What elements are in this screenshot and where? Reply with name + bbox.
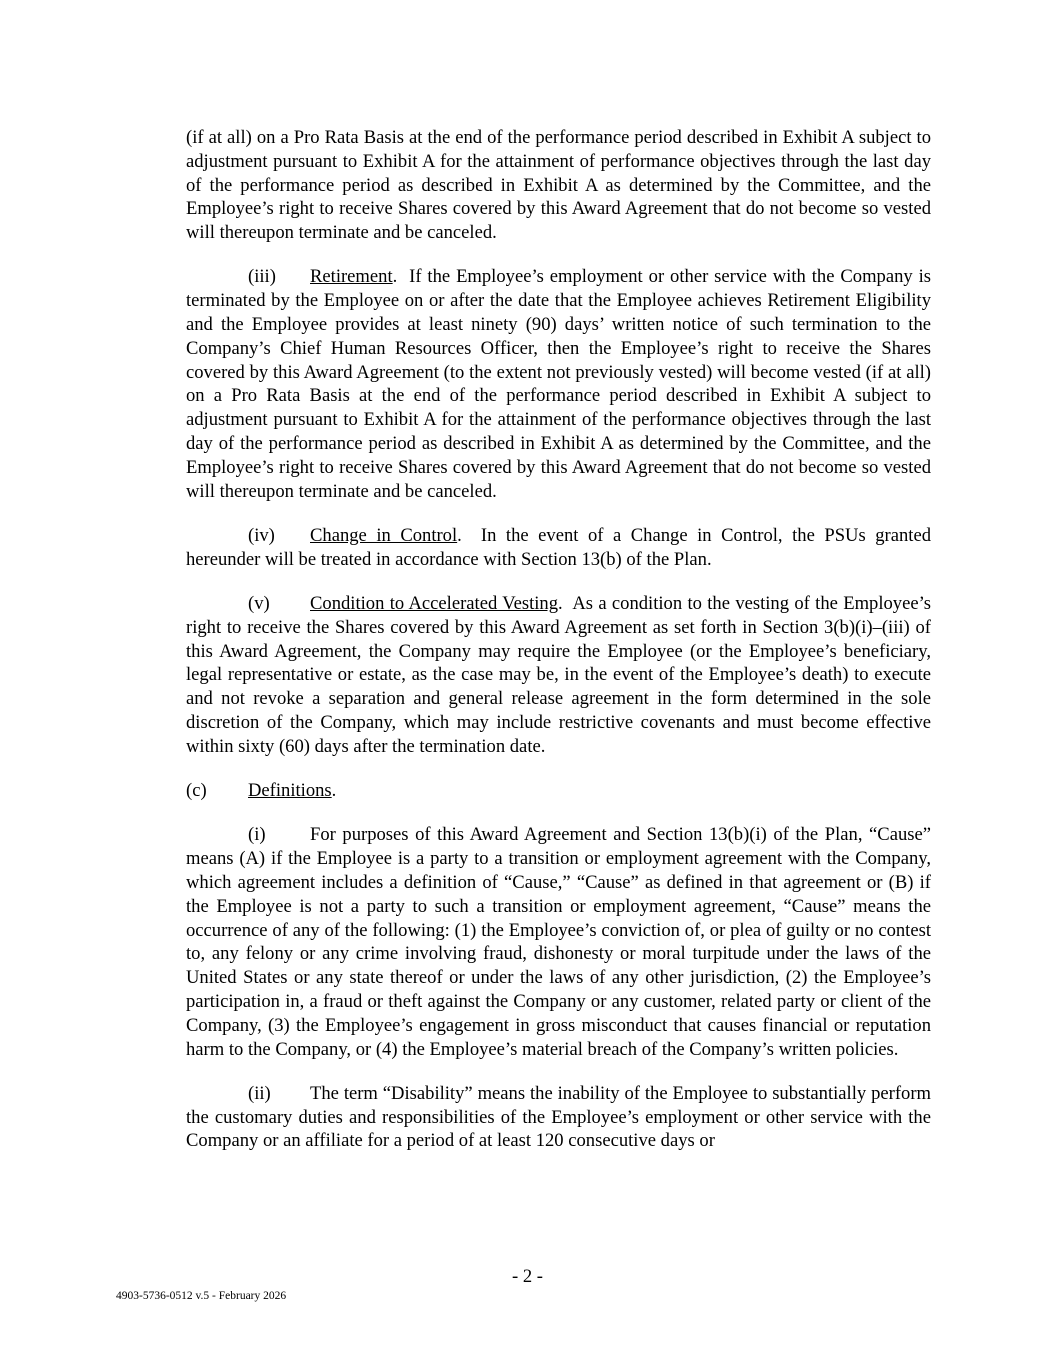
item-number: (iv)	[248, 524, 275, 546]
section-number: (c)	[186, 780, 207, 802]
page-number: - 2 -	[512, 1266, 543, 1287]
item-text: In the event of a Change in Control, the PSUs granted hereunder will be treated in accordance with Section 13(b) of the Plan.	[186, 524, 931, 570]
paragraph-disability-definition	[186, 1082, 931, 1153]
item-number: (ii)	[248, 1082, 271, 1104]
item-text: As a condition to the vesting of the Employee’s right to receive the Shares covered by this Award Agreement as set forth in Section 3(b)(i)–(iii) of this Award Agreement, the Company may require the Employee (or the Employee’s beneficiary, legal representative or estate, as the case may be, in the event of the Employee’s death) to execute and not revoke a separation and general release agreement in the form determined in the sole discretion of the Company, which may include restrictive covenants and must become effective within sixty (60) days after the termination date.	[186, 593, 932, 757]
item-text: If the Employee’s employment or other service with the Company is terminated by the Employee on or after the date that the Employee achieves Retirement Eligibility and the Employee provides at least ninety (90) days’ written notice of such termination to the Company’s Chief Human Resources Officer, then the Employee’s right to receive the Shares covered by this Award Agreement (to the extent not previously vested) will become vested (if at all) on a Pro Rata Basis at the end of the performance period described in Exhibit A subject to adjustment pursuant to Exhibit A for the attainment of the performance objectives through the last day of the performance period as described in Exhibit A as determined by the Committee, and the Employee’s right to receive Shares covered by this Award Agreement that do not become so vested will thereupon terminate and be canceled.	[186, 266, 931, 502]
item-text: The term “Disability” means the inability of the Employee to substantially perform the customary duties and responsibilities of the Employee’s employment or other service with the Company or an affiliate for a period of at least 120 consecutive days or	[186, 1082, 931, 1152]
paragraph-cause-definition	[186, 823, 931, 1061]
item-heading: Retirement	[310, 266, 393, 288]
item-heading: Condition to Accelerated Vesting	[310, 593, 559, 615]
document-id-footer: 4903-5736-0512 v.5 - February 2026	[116, 1290, 287, 1302]
document-body	[186, 126, 931, 1174]
paragraph-change-in-control: (iv) Change in Control. In the event of a Change in Control, the PSUs granted hereunder will be treated in accordance with Section 13(b) of the Plan.	[186, 524, 931, 570]
section-heading: Definitions	[248, 780, 332, 802]
item-number: (i)	[248, 824, 266, 846]
item-text: For purposes of this Award Agreement and Section 13(b)(i) of the Plan, “Cause” means (A) if the Employee is a party to a transition or employment agreement with the Company, which agreement includes a definition of “Cause,” “Cause” as defined in that agreement or (B) if the Employee is not a party to such a transition or employment agreement, “Cause” means the occurrence of any of the following: (1) the Employee’s conviction of, or plea of guilty or no contest to, any felony or any crime involving fraud, dishonesty or moral turpitude under the laws of the United States or any state thereof or under the laws of any other jurisdiction, (2) the Employee’s participation in, a fraud or theft against the Company or any customer, related party or client of the Company, (3) the Employee’s engagement in gross misconduct that causes financial or reputation harm to the Company, or (4) the Employee’s material breach of the Company’s written policies.	[186, 824, 931, 1060]
paragraph-definitions-heading: (c) Definitions.	[186, 780, 337, 802]
paragraph-continuation: (if at all) on a Pro Rata Basis at the end of the performance period described in Exhibit A subject to adjustment pursuant to Exhibit A for the attainment of performance objectives through the last day of the performance period as described in Exhibit A as determined by the Committee, and the Employee’s right to receive Shares covered by this Award Agreement that do not become so vested will thereupon terminate and be canceled.	[186, 127, 931, 244]
item-number: (iii)	[248, 266, 276, 288]
paragraph-accelerated-vesting: (v) Condition to Accelerated Vesting. As a condition to the vesting of the Employee’s right to receive the Shares covered by this Award Agreement as set forth in Section 3(b)(i)–(iii) of this Award Agreement, the Company may require the Employee (or the Employee’s beneficiary, legal representative or estate, as the case may be, in the event of the Employee’s death) to execute and not revoke a separation and general release agreement in the form determined in the sole discretion of the Company, which may include restrictive covenants and must become effective within sixty (60) days after the termination date.	[186, 593, 932, 757]
item-number: (v)	[248, 593, 270, 615]
paragraph-retirement: (iii) Retirement. If the Employee’s employment or other service with the Company is terminated by the Employee on or after the date that the Employee achieves Retirement Eligibility and the Employee provides at least ninety (90) days’ written notice of such termination to the Company’s Chief Human Resources Officer, then the Employee’s right to receive the Shares covered by this Award Agreement (to the extent not previously vested) will become vested (if at all) on a Pro Rata Basis at the end of the performance period described in Exhibit A subject to adjustment pursuant to Exhibit A for the attainment of the performance objectives through the last day of the performance period as described in Exhibit A as determined by the Committee, and the Employee’s right to receive Shares covered by this Award Agreement that do not become so vested will thereupon terminate and be canceled.	[186, 266, 931, 502]
item-heading: Change in Control	[310, 524, 458, 546]
